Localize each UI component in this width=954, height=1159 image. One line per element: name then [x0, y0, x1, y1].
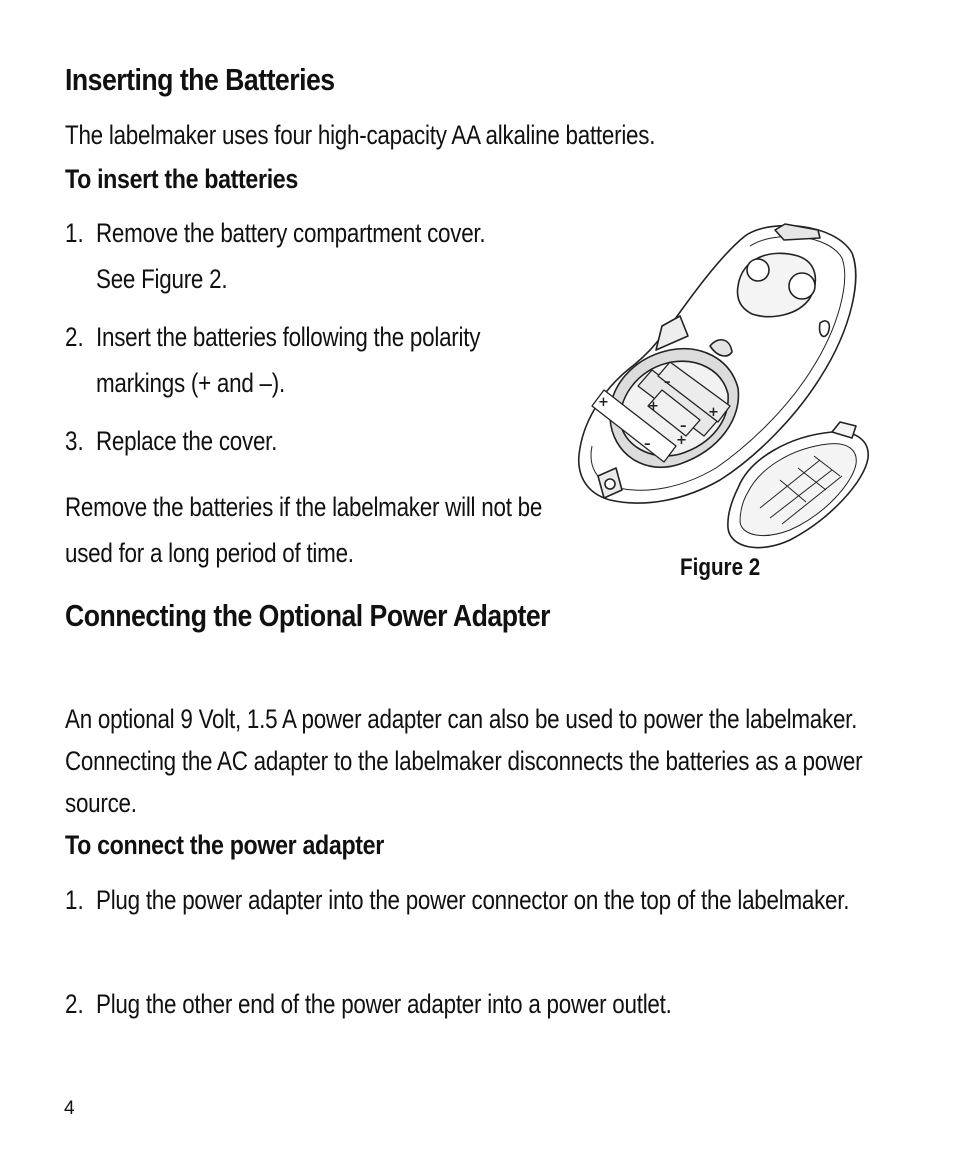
step-text: Plug the power adapter into the power connector on the top of the labelmaker.: [96, 885, 850, 915]
subtitle-insert-batteries: To insert the batteries: [65, 164, 298, 194]
batteries-intro: The labelmaker uses four high-capacity AA alkaline batteries.: [65, 120, 656, 150]
list-item: [65, 418, 535, 468]
labelmaker-battery-compartment-illustration: [570, 218, 880, 553]
svg-text:+: +: [598, 395, 609, 410]
page-number: 4: [64, 1098, 75, 1119]
svg-text:+: +: [676, 433, 687, 448]
section-title-power-adapter: Connecting the Optional Power Adapter: [65, 598, 551, 633]
step-text: Insert the batteries following the polarity markings (+ and –).: [96, 322, 481, 398]
svg-text:–: –: [644, 437, 651, 452]
insert-steps-list: [65, 210, 535, 468]
step-number: 2.: [65, 322, 84, 352]
step-number: 2.: [65, 989, 84, 1019]
figure-caption: Figure 2: [680, 554, 761, 581]
svg-text:+: +: [648, 399, 659, 414]
svg-text:+: +: [708, 405, 719, 420]
list-item: [65, 981, 925, 1031]
power-adapter-intro: An optional 9 Volt, 1.5 A power adapter can also be used to power the labelmaker. Connecting the AC adapter to the labelmaker disconnects the batteries as a power source.: [65, 704, 863, 818]
section-title-batteries: Inserting the Batteries: [65, 62, 335, 97]
connect-steps-list: [65, 877, 925, 1031]
list-item: [65, 314, 535, 418]
list-item: [65, 877, 925, 981]
step-text: Remove the battery compartment cover. See Figure 2.: [96, 218, 486, 294]
step-number: 1.: [65, 218, 84, 248]
step-number: 3.: [65, 426, 84, 456]
step-text: Plug the other end of the power adapter into a power outlet.: [96, 989, 672, 1019]
step-text: Replace the cover.: [96, 426, 278, 456]
svg-text:–: –: [664, 375, 671, 390]
list-item: [65, 210, 535, 314]
step-number: 1.: [65, 885, 84, 915]
svg-text:–: –: [680, 419, 687, 434]
subtitle-connect-adapter: To connect the power adapter: [65, 830, 384, 860]
batteries-note: Remove the batteries if the labelmaker will not be used for a long period of time.: [65, 492, 543, 568]
